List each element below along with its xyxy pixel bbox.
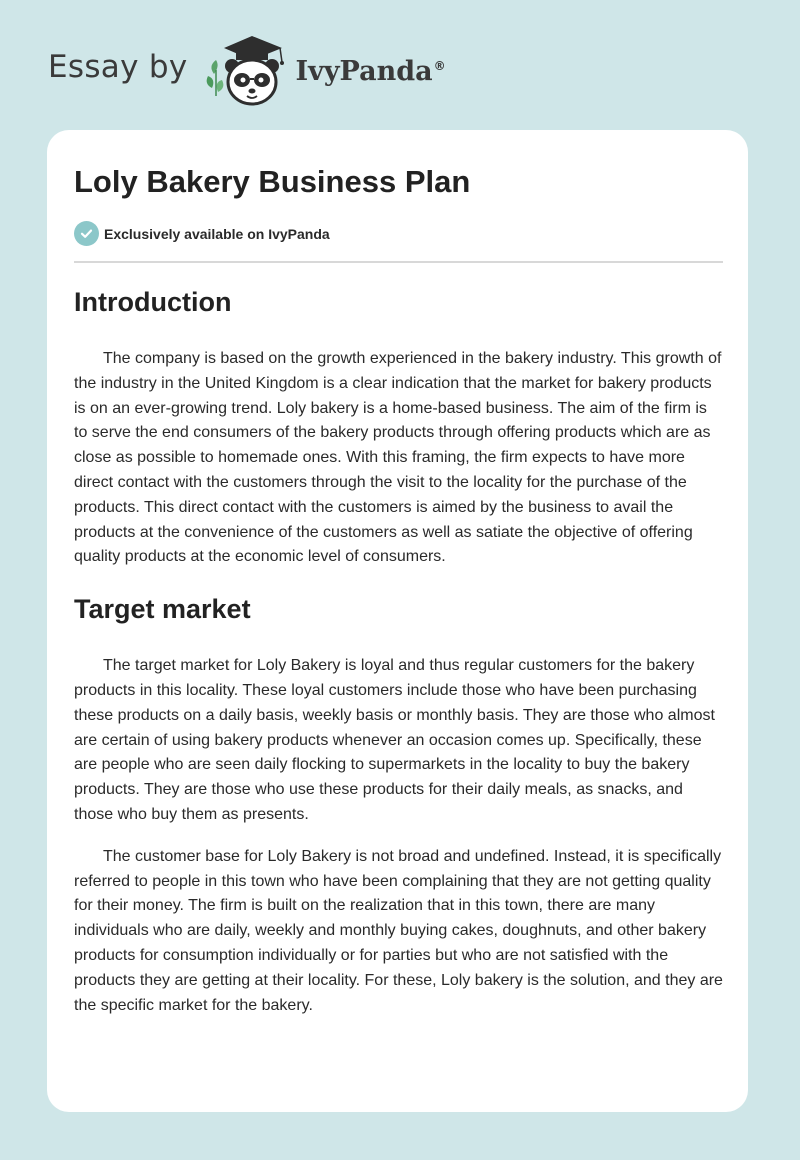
section-target-market bbox=[74, 587, 724, 1018]
check-circle-icon bbox=[74, 221, 99, 246]
brand-prefix: Essay by bbox=[48, 49, 188, 85]
exclusive-badge bbox=[74, 221, 330, 246]
brand-name: IvyPanda® bbox=[295, 55, 446, 87]
section-introduction bbox=[74, 280, 724, 570]
title-divider bbox=[74, 261, 723, 263]
section-heading: Target market bbox=[74, 594, 251, 625]
paragraph: The company is based on the growth experienced in the bakery industry. This growth of the industry in the United Kingdom is a clear indication that the market for bakery products is on an ever-growing trend. Loly bakery is a home-based business. The aim of the firm is to serve the end consumers of the bakery products through offering products which are as close as possible to homemade ones. With this framing, the firm expects to have more direct contact with the customers through the visit to the locality for the purchase of the products. This direct contact with the customers is aimed by the business to avail the products at the convenience of the customers as well as satiate the objective of offering quality products at the economic level of consumers. bbox=[74, 350, 722, 566]
paragraph: The target market for Loly Bakery is loyal and thus regular customers for the bakery products in this locality. These loyal customers include those who have been purchasing these products on a daily basis, weekly basis or monthly basis. They are those who almost are certain of using bakery products whenever an occasion comes up. Specifically, these are people who are seen daily flocking to supermarkets in the locality to buy the bakery products. They are those who use these products for their daily meals, as snacks, and those who buy them as presents. bbox=[74, 657, 715, 823]
paragraph: The customer base for Loly Bakery is not broad and undefined. Instead, it is specifically referred to people in this town who have been complaining that they are not getting quality for their money. The firm is built on the realization that in this town, there are many individuals who are daily, weekly and monthly buying cakes, doughnuts, and other bakery products for consumption individually or for parties but who are not satisfied with the products they are getting at their locality. For these, Loly bakery is the solution, and they are the specific market for the bakery. bbox=[74, 847, 723, 1014]
panda-graduate-icon bbox=[202, 30, 294, 110]
site-header bbox=[48, 30, 446, 110]
badge-label: Exclusively available on IvyPanda bbox=[104, 225, 330, 242]
section-heading: Introduction bbox=[74, 287, 232, 317]
registered-mark: ® bbox=[433, 58, 446, 73]
essay-card bbox=[47, 130, 748, 1112]
page-title: Loly Bakery Business Plan bbox=[74, 164, 471, 199]
essay-content bbox=[74, 280, 724, 1018]
